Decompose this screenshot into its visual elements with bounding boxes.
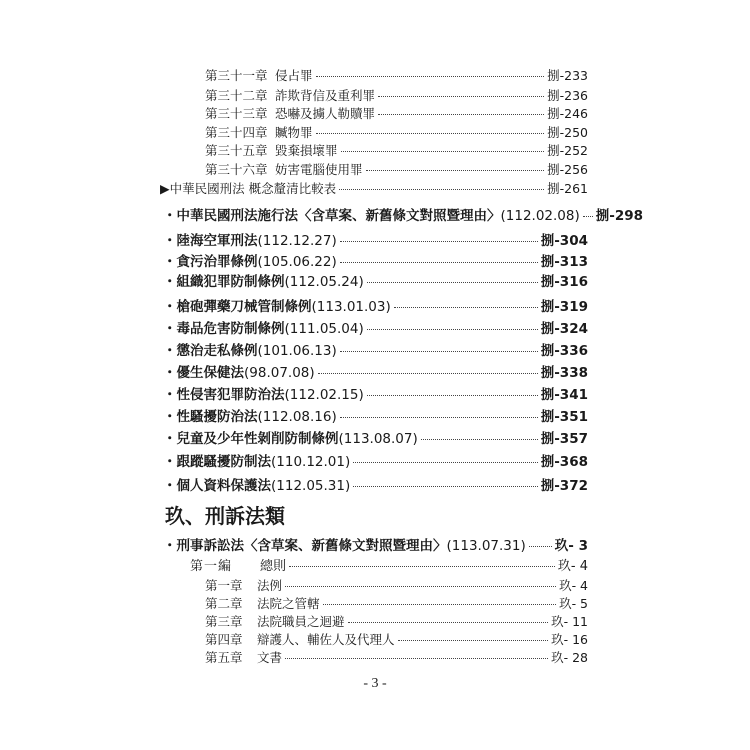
chapter-title: 詐欺背信及重利罪: [275, 88, 376, 103]
chapter-number: 第三十四章: [205, 125, 268, 140]
toc-chapter-row: [205, 104, 588, 122]
page-number: - 3 -: [363, 676, 387, 691]
page-reference: 玖- 16: [551, 632, 588, 647]
page-reference: 捌-372: [540, 478, 588, 494]
law-name: 組織犯罪防制條例: [176, 274, 285, 290]
law-date: (112.02.08): [500, 208, 580, 224]
bullet: ・: [163, 233, 177, 249]
chapter-title: 侵占罪: [275, 68, 313, 83]
chapter-number: 第三十六章: [205, 162, 268, 177]
law-name: 陸海空軍刑法: [176, 233, 258, 249]
bullet: ・: [163, 431, 177, 447]
leader-dots: [583, 216, 593, 217]
chapter-title: 毀棄損壞罪: [275, 143, 338, 158]
toc-part-row: [190, 555, 588, 574]
law-name: 個人資料保護法: [176, 478, 271, 494]
leader-dots: [318, 373, 538, 374]
bullet: ・: [163, 409, 177, 425]
bullet: ・: [163, 254, 177, 270]
bullet: ・: [163, 299, 177, 315]
bullet: ・: [163, 454, 177, 470]
leader-dots: [394, 307, 538, 308]
toc-comparison-row: [160, 179, 588, 197]
toc-law-row: [163, 361, 588, 381]
page-reference: 捌-261: [547, 181, 588, 196]
law-date: (112.05.24): [284, 274, 364, 290]
toc-chapter-row: [205, 648, 588, 666]
law-date: (112.08.16): [257, 409, 337, 425]
bullet: ・: [163, 387, 177, 403]
leader-dots: [340, 241, 538, 242]
law-date: (113.01.03): [311, 299, 391, 315]
leader-dots: [341, 151, 545, 152]
page-reference: 玖- 4: [557, 559, 588, 574]
toc-law-row: [163, 204, 644, 224]
leader-dots: [316, 76, 545, 77]
chapter-number: 第三章: [205, 614, 243, 629]
part-title: 總則: [260, 559, 287, 574]
entry-title: 中華民國刑法 概念釐清比較表: [169, 181, 337, 196]
toc-law-row: [163, 270, 588, 290]
law-name: 優生保健法: [176, 365, 244, 381]
leader-dots: [529, 546, 552, 547]
toc-law-row: [163, 339, 588, 359]
law-name: 懲治走私條例: [176, 343, 258, 359]
chapter-title: 文書: [257, 650, 283, 665]
page-reference: 捌-357: [540, 431, 588, 447]
toc-chapter-row: [205, 612, 588, 630]
law-name: 刑事訴訟法〈含草案、新舊條文對照暨理由〉: [176, 538, 447, 554]
law-date: (98.07.08): [244, 365, 315, 381]
leader-dots: [285, 586, 556, 587]
page-reference: 玖- 5: [559, 596, 588, 611]
law-name: 跟蹤騷擾防制法: [176, 454, 271, 470]
toc-law-row: [163, 534, 588, 554]
toc-chapter-row: [205, 66, 588, 84]
leader-dots: [367, 282, 538, 283]
chapter-title: 恐嚇及擄人勒贖罪: [275, 106, 376, 121]
law-date: (113.08.07): [338, 431, 418, 447]
bullet: ・: [163, 321, 177, 337]
law-date: (105.06.22): [257, 254, 337, 270]
law-date: (112.05.31): [271, 478, 351, 494]
page-reference: 捌-246: [547, 106, 588, 121]
chapter-number: 第三十一章: [205, 68, 268, 83]
page-reference: 捌-351: [540, 409, 588, 425]
toc-chapter-row: [205, 160, 588, 178]
leader-dots: [353, 462, 537, 463]
law-date: (112.02.15): [284, 387, 364, 403]
law-date: (113.07.31): [446, 538, 526, 554]
toc-law-row: [163, 427, 588, 447]
bullet: ・: [163, 478, 177, 494]
law-name: 性侵害犯罪防治法: [176, 387, 285, 403]
law-name: 毒品危害防制條例: [176, 321, 285, 337]
bullet: ・: [163, 538, 177, 554]
part-number: 第一編: [190, 559, 233, 574]
page-reference: 捌-313: [540, 254, 588, 270]
leader-dots: [323, 604, 557, 605]
page-reference: 捌-316: [540, 274, 588, 290]
page-reference: 捌-233: [547, 68, 588, 83]
law-date: (110.12.01): [271, 454, 351, 470]
page-reference: 捌-341: [540, 387, 588, 403]
toc-chapter-row: [205, 594, 588, 612]
chapter-number: 第三十三章: [205, 106, 268, 121]
page-reference: 玖- 3: [554, 538, 588, 554]
page-reference: 捌-298: [595, 208, 644, 224]
page-reference: 捌-252: [547, 143, 588, 158]
page-reference: 捌-324: [540, 321, 588, 337]
leader-dots: [340, 351, 538, 352]
page-reference: 捌-250: [547, 125, 588, 140]
leader-dots: [340, 262, 538, 263]
leader-dots: [339, 189, 544, 190]
page-reference: 捌-304: [540, 233, 588, 249]
page-reference: 捌-338: [540, 365, 588, 381]
chapter-title: 法院職員之迴避: [257, 614, 345, 629]
leader-dots: [378, 114, 544, 115]
arrow-marker-icon: ▶: [160, 181, 170, 196]
chapter-number: 第一章: [205, 578, 243, 593]
leader-dots: [398, 640, 549, 641]
leader-dots: [289, 566, 555, 567]
toc-chapter-row: [205, 141, 588, 159]
leader-dots: [316, 133, 545, 134]
page-reference: 捌-336: [540, 343, 588, 359]
toc-law-row: [163, 229, 588, 249]
toc-law-row: [163, 405, 588, 425]
toc-chapter-row: [205, 576, 588, 594]
toc-law-row: [163, 317, 588, 337]
law-name: 槍砲彈藥刀械管制條例: [176, 299, 312, 315]
chapter-title: 辯護人、輔佐人及代理人: [257, 632, 395, 647]
leader-dots: [367, 395, 538, 396]
toc-law-row: [163, 295, 588, 315]
toc-law-row: [163, 450, 588, 470]
bullet: ・: [163, 274, 177, 290]
leader-dots: [367, 329, 538, 330]
law-name: 中華民國刑法施行法〈含草案、新舊條文對照暨理由〉: [176, 208, 501, 224]
toc-chapter-row: [205, 86, 588, 104]
law-date: (112.12.27): [257, 233, 337, 249]
chapter-number: 第三十二章: [205, 88, 268, 103]
toc-chapter-row: [205, 630, 588, 648]
chapter-title: 贓物罪: [275, 125, 313, 140]
page-reference: 玖- 4: [559, 578, 588, 593]
leader-dots: [340, 417, 538, 418]
toc-law-row: [163, 474, 588, 494]
law-name: 性騷擾防治法: [176, 409, 258, 425]
page-reference: 捌-256: [547, 162, 588, 177]
bullet: ・: [163, 208, 177, 224]
law-name: 兒童及少年性剝削防制條例: [176, 431, 339, 447]
page-reference: 玖- 11: [551, 614, 588, 629]
page-reference: 捌-236: [547, 88, 588, 103]
chapter-number: 第五章: [205, 650, 243, 665]
leader-dots: [421, 439, 538, 440]
leader-dots: [366, 170, 545, 171]
law-date: (111.05.04): [284, 321, 364, 337]
page-reference: 玖- 28: [551, 650, 588, 665]
chapter-number: 第三十五章: [205, 143, 268, 158]
toc-law-row: [163, 250, 588, 270]
law-date: (101.06.13): [257, 343, 337, 359]
chapter-title: 妨害電腦使用罪: [275, 162, 363, 177]
chapter-number: 第二章: [205, 596, 243, 611]
chapter-title: 法院之管轄: [257, 596, 320, 611]
bullet: ・: [163, 365, 177, 381]
law-name: 貪污治罪條例: [176, 254, 258, 270]
bullet: ・: [163, 343, 177, 359]
leader-dots: [378, 96, 544, 97]
page-reference: 捌-368: [540, 454, 588, 470]
page-reference: 捌-319: [540, 299, 588, 315]
toc-chapter-row: [205, 123, 588, 141]
toc-law-row: [163, 383, 588, 403]
chapter-number: 第四章: [205, 632, 243, 647]
chapter-title: 法例: [257, 578, 283, 593]
leader-dots: [285, 658, 548, 659]
leader-dots: [348, 622, 549, 623]
leader-dots: [353, 486, 537, 487]
section-heading: 玖、刑訴法類: [165, 504, 285, 528]
